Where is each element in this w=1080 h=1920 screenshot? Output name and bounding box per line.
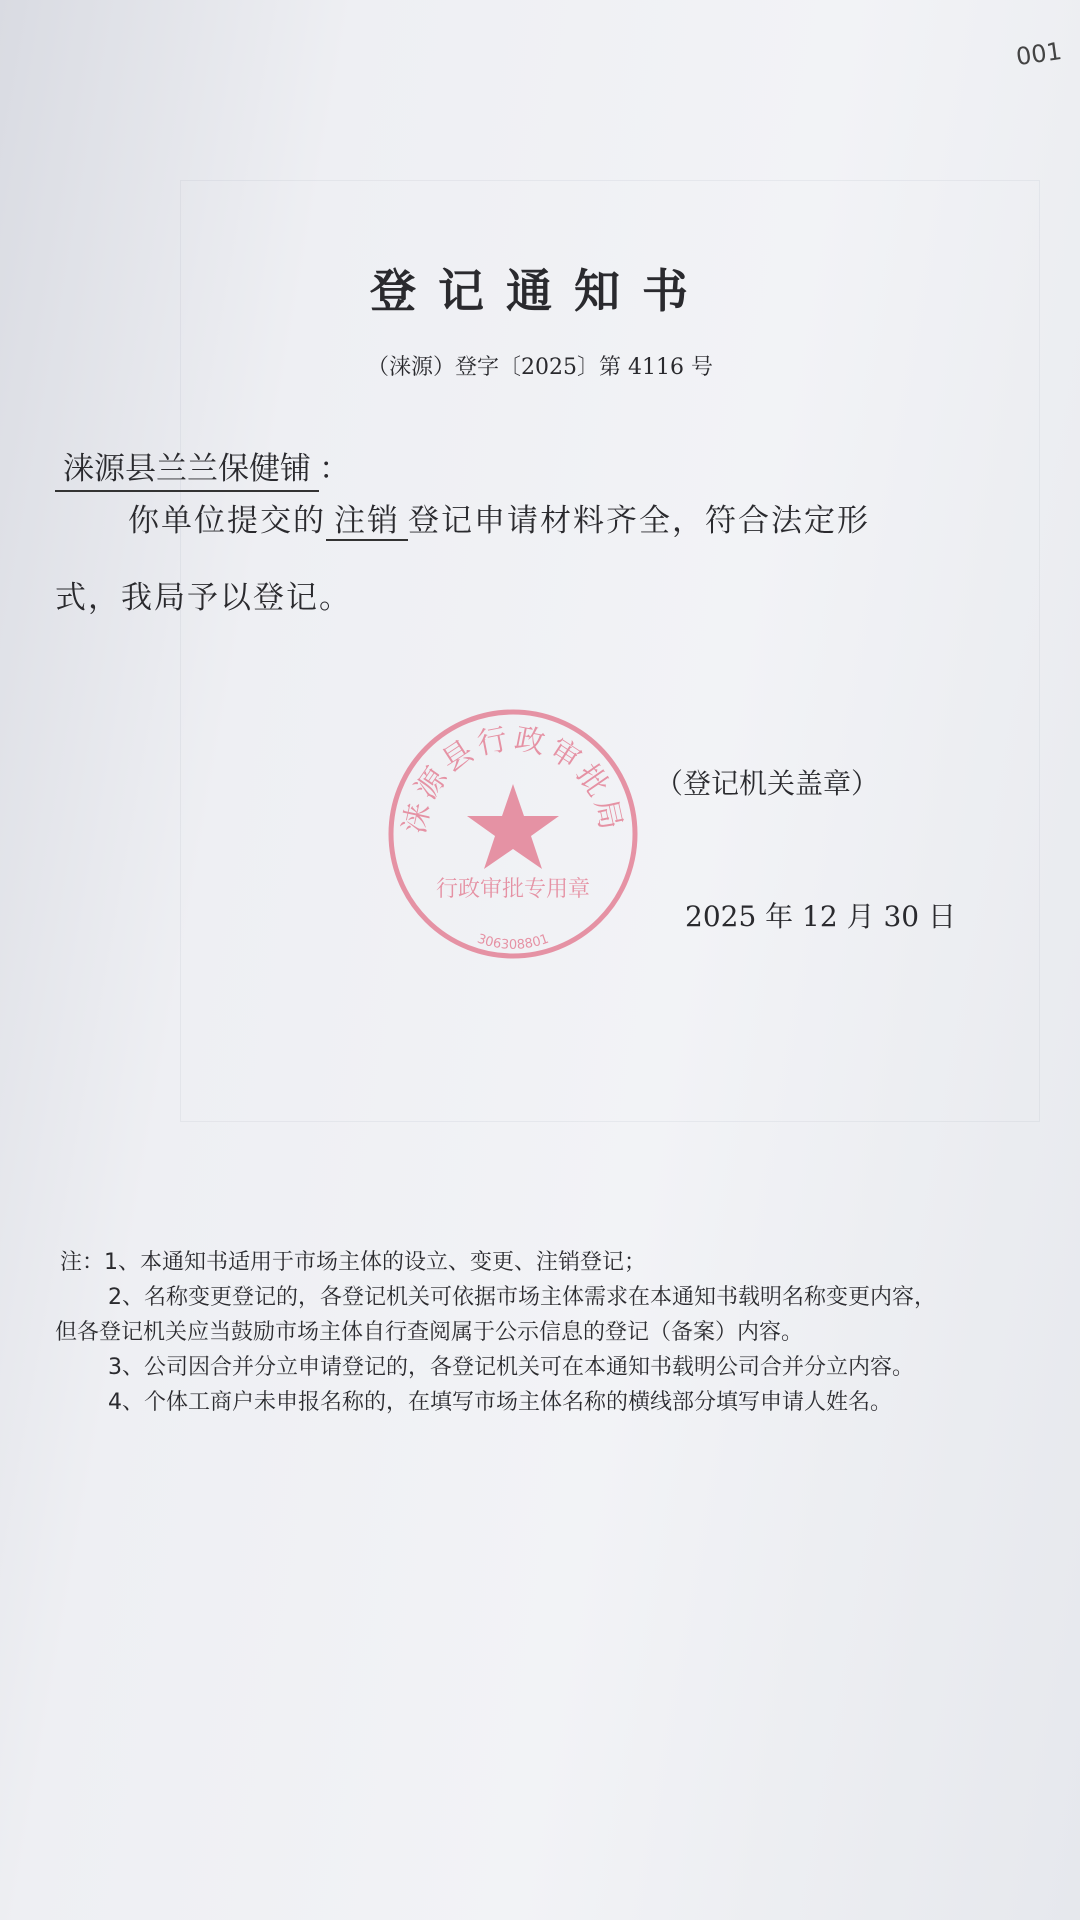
note-4: 4、个体工商户未申报名称的，在填写市场主体名称的横线部分填写申请人姓名。 xyxy=(108,1390,892,1415)
recipient-line xyxy=(55,443,350,492)
body-suffix: 登记申请材料齐全，符合法定形 xyxy=(408,503,870,539)
note-3: 3、公司因合并分立申请登记的，各登记机关可在本通知书载明公司合并分立内容。 xyxy=(108,1355,914,1380)
body-line-2: 式，我局予以登记。 xyxy=(55,580,352,616)
note-2-cont: 但各登记机关应当鼓励市场主体自行查阅属于公示信息的登记（备案）内容。 xyxy=(55,1320,804,1345)
stamp-code: 306308801 xyxy=(475,931,551,953)
svg-text:306308801 xyxy=(475,932,551,953)
stamp-org: 涞源县行政审批局 xyxy=(397,721,629,837)
notes xyxy=(55,1245,936,1420)
star-icon xyxy=(467,784,559,869)
note-2: 2、名称变更登记的，各登记机关可依据市场主体需求在本通知书载明名称变更内容， xyxy=(108,1285,936,1310)
body-prefix: 你单位提交的 xyxy=(128,503,326,539)
page-mark: 001 xyxy=(1014,36,1064,72)
recipient-colon: ： xyxy=(319,451,350,487)
note-1 xyxy=(60,1245,936,1280)
official-seal xyxy=(385,706,641,962)
document-number: （涞源）登字〔2025〕第 4116 号 xyxy=(367,355,713,380)
issue-date: 2025 年 12 月 30 日 xyxy=(685,900,957,933)
note-text: 1、本通知书适用于市场主体的设立、变更、注销登记； xyxy=(104,1250,647,1275)
recipient-name: 涞源县兰兰保健铺 xyxy=(55,443,319,492)
registration-type: 注销 xyxy=(326,503,408,541)
document-title: 登记通知书 xyxy=(370,264,710,318)
seal-label: （登记机关盖章） xyxy=(655,767,880,800)
stamp-purpose: 行政审批专用章 xyxy=(435,877,591,902)
body-line-1 xyxy=(128,495,870,540)
notes-prefix: 注： xyxy=(60,1250,105,1275)
bleed-through-table xyxy=(180,180,1040,1122)
